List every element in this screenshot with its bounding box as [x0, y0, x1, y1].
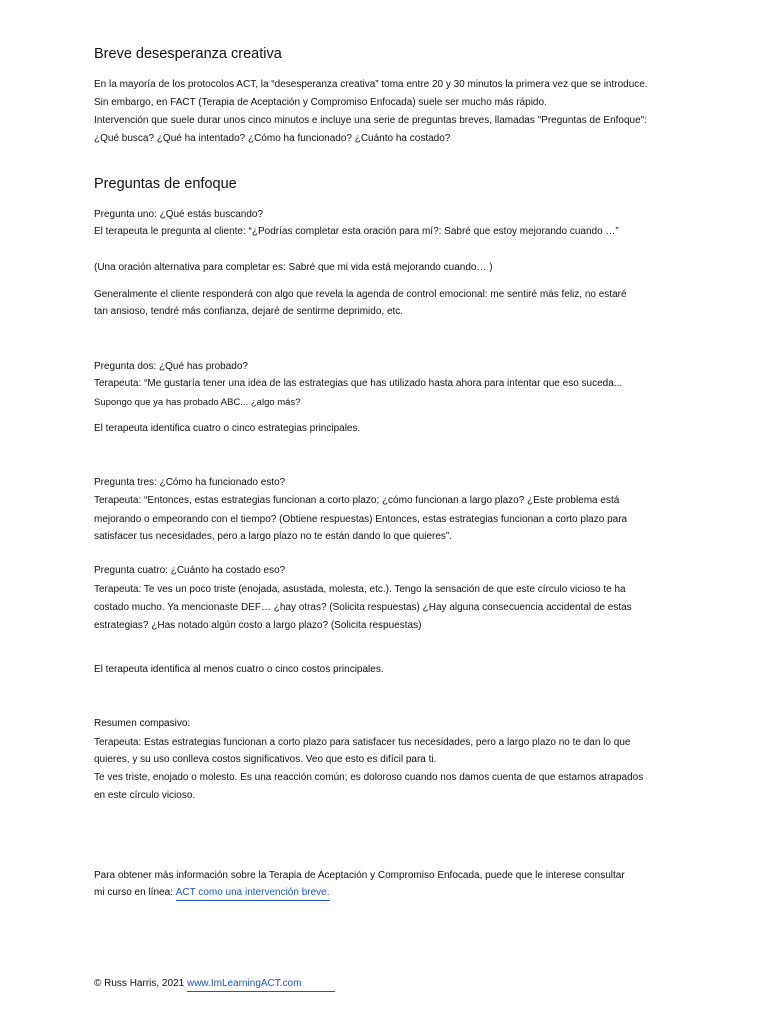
paragraph-line: Sin embargo, en FACT (Terapia de Aceptación y Compromiso Enfocada) suele ser mucho más rápido. [94, 97, 547, 108]
paragraph-line: Para obtener más información sobre la Terapia de Aceptación y Compromiso Enfocada, puede que le interese consultar [94, 870, 625, 881]
paragraph-line: Supongo que ya has probado ABC... ¿algo más? [94, 397, 301, 408]
course-link[interactable]: ACT como una intervención breve. [176, 886, 330, 901]
paragraph-line: Intervención que suele durar unos cinco minutos e incluye una serie de preguntas breves, llamadas "Preguntas de Enfoque": [94, 115, 647, 126]
paragraph-line: Generalmente el cliente responderá con algo que revela la agenda de control emocional: me sentiré más feliz, no estaré [94, 289, 627, 300]
paragraph-line: estrategias? ¿Has notado algún costo a largo plazo? (Solicita respuestas) [94, 620, 422, 631]
paragraph-line: Te ves triste, enojado o molesto. Es una reacción común; es doloroso cuando nos damos cuenta de que estamos atrapados [94, 772, 644, 783]
paragraph-line: satisfacer tus necesidades, pero a largo plazo no te están dando lo que quieres”. [94, 531, 453, 542]
course-prefix: mi curso en línea: [94, 887, 176, 898]
paragraph-line: Terapeuta: “Entonces, estas estrategias funcionan a corto plazo; ¿cómo funcionan a largo plazo? ¿Este problema está [94, 495, 620, 506]
copyright-text: © Russ Harris, 2021 [94, 978, 187, 989]
paragraph-line: Terapeuta: Te ves un poco triste (enojada, asustada, molesta, etc.). Tengo la sensación de que este círculo vicioso te ha [94, 584, 626, 595]
paragraph-line: Terapeuta: “Me gustaría tener una idea de las estrategias que has utilizado hasta ahora para intentar que eso suceda... [94, 378, 623, 389]
section-title-focus-questions: Preguntas de enfoque [94, 176, 237, 192]
paragraph-line: El terapeuta identifica cuatro o cinco estrategias principales. [94, 423, 361, 434]
paragraph-line: Terapeuta: Estas estrategias funcionan a corto plazo para satisfacer tus necesidades, pero a largo plazo no te dan lo que [94, 737, 631, 748]
paragraph-line: ¿Qué busca? ¿Qué ha intentado? ¿Cómo ha funcionado? ¿Cuánto ha costado? [94, 133, 451, 144]
question-heading: Pregunta cuatro: ¿Cuánto ha costado eso? [94, 565, 286, 576]
paragraph-line: tan ansioso, tendré más confianza, dejaré de sentirme deprimido, etc. [94, 306, 404, 317]
section-title-creative-hopelessness: Breve desesperanza creativa [94, 46, 282, 62]
paragraph-line: costado mucho. Ya mencionaste DEF… ¿hay otras? (Solicita respuestas) ¿Hay alguna consecuencia accidental de estas [94, 602, 632, 613]
paragraph-line: El terapeuta identifica al menos cuatro o cinco costos principales. [94, 664, 384, 675]
question-heading: Pregunta tres: ¿Cómo ha funcionado esto? [94, 477, 286, 488]
paragraph-line: El terapeuta le pregunta al cliente: “¿Podrías completar esta oración para mí?: Sabré que estoy mejorando cuando …” [94, 226, 619, 237]
question-heading: Resumen compasivo: [94, 718, 191, 729]
question-heading: Pregunta uno: ¿Qué estás buscando? [94, 209, 264, 220]
website-link[interactable]: www.ImLearningACT.com [187, 977, 335, 992]
footer [94, 975, 335, 993]
question-heading: Pregunta dos: ¿Qué has probado? [94, 361, 248, 372]
course-line [94, 884, 330, 902]
paragraph-line: en este círculo vicioso. [94, 790, 196, 801]
paragraph-line: mejorando o empeorando con el tiempo? (Obtiene respuestas) Entonces, estas estrategias funcionan a corto plazo para [94, 514, 628, 525]
paragraph-line: quieres, y su uso conlleva costos significativos. Veo que esto es difícil para ti. [94, 754, 437, 765]
paragraph-line: En la mayoría de los protocolos ACT, la “desesperanza creativa” toma entre 20 y 30 minutos la primera vez que se introduce. [94, 79, 648, 90]
paragraph-line: (Una oración alternativa para completar es: Sabré que mi vida está mejorando cuando… ) [94, 262, 493, 273]
